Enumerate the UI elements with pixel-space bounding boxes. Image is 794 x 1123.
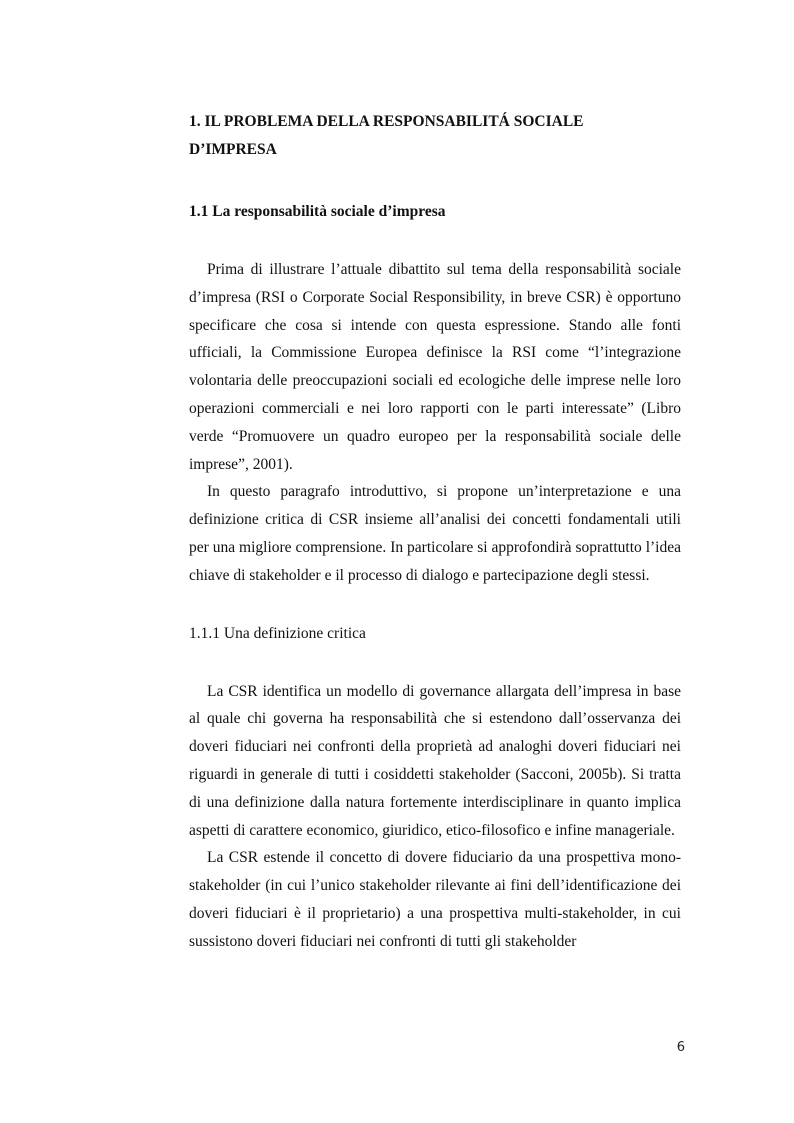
subsection-paragraph-2: La CSR estende il concetto di dovere fiduciario da una prospettiva mono-stakeholder (in cui l’unico stakeholder rilevante ai fini dell’identificazione dei doveri fiduciari è il proprietario) a una prospettiva multi-stakeholder, in cui sussistono doveri fiduciari nei confronti di tutti gli stakeholder xyxy=(189,849,681,950)
chapter-title-line-1: 1. IL PROBLEMA DELLA RESPONSABILITÁ SOCIALE xyxy=(189,113,584,130)
chapter-title-line-2: D’IMPRESA xyxy=(189,141,277,158)
section-paragraph-2: In questo paragrafo introduttivo, si propone un’interpretazione e una definizione critica di CSR insieme all’analisi dei concetti fondamentali utili per una migliore comprensione. In particolare si approfondirà soprattutto l’idea chiave di stakeholder e il processo di dialogo e partecipazione degli stessi. xyxy=(189,483,681,584)
section-title: 1.1 La responsabilità sociale d’impresa xyxy=(189,203,446,220)
page-number: 6 xyxy=(676,1040,685,1055)
subsection-title: 1.1.1 Una definizione critica xyxy=(189,624,366,642)
subsection-paragraph-1: La CSR identifica un modello di governance allargata dell’impresa in base al quale chi governa ha responsabilità che si estendono dall’osservanza dei doveri fiduciari nei confronti della proprietà ad analoghi doveri fiduciari nei riguardi in generale di tutti i cosiddetti stakeholder (Sacconi, 2005b). Si tratta di una definizione dalla natura fortemente interdisciplinare in quanto implica aspetti di carattere economico, giuridico, etico-filosofico e infine manageriale. xyxy=(189,682,681,839)
document-page xyxy=(189,108,681,956)
section-paragraph-1: Prima di illustrare l’attuale dibattito sul tema della responsabilità sociale d’impresa (RSI o Corporate Social Responsibility, in breve CSR) è opportuno specificare che cosa si intende con questa espressione. Stando alle fonti ufficiali, la Commissione Europea definisce la RSI come “l’integrazione volontaria delle preoccupazioni sociali ed ecologiche delle imprese nelle loro operazioni commerciali e nei loro rapporti con le parti interessate” (Libro verde “Promuovere un quadro europeo per la responsabilità sociale delle imprese”, 2001). xyxy=(189,261,681,473)
chapter-title xyxy=(189,108,681,164)
